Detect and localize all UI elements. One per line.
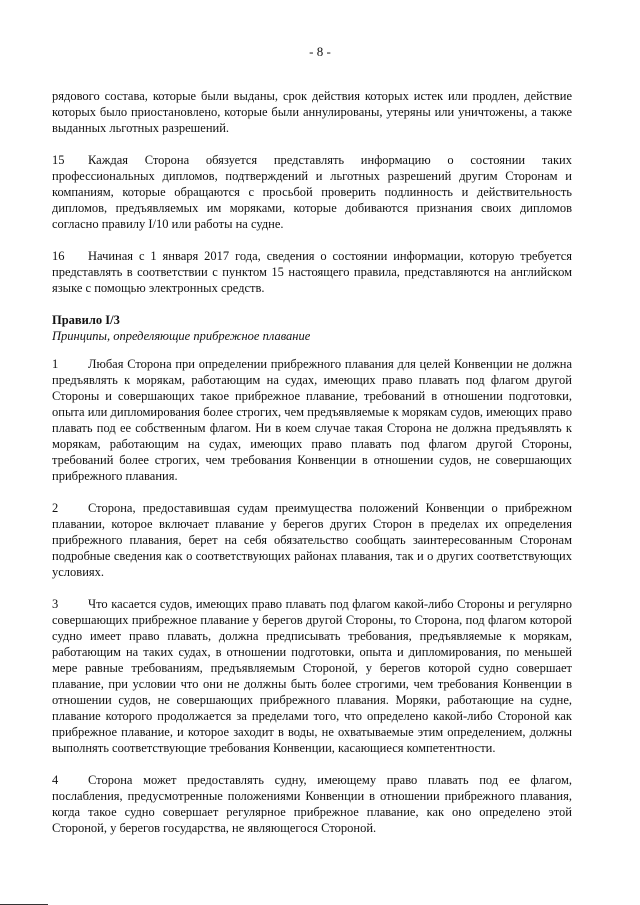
paragraph-text: Сторона, предоставившая судам преимущества положений Конвенции о прибрежном плавании, которое включает плавание у берегов других Сторон в пределах их определения прибрежного плавания, берет на себя обязательство сообщать заинтересованным Сторонам подробные сведения как о соответствующих районах плавания, так и о других соответствующих условиях. (52, 501, 572, 579)
section-paragraph-3 (52, 596, 572, 756)
section-paragraph-1 (52, 356, 572, 484)
paragraph-16 (52, 248, 572, 296)
page-number: - 8 - (309, 44, 331, 59)
paragraph-number: 2 (52, 501, 59, 515)
paragraph-number: 1 (52, 357, 59, 371)
paragraph-number: 3 (52, 597, 59, 611)
paragraph-number: 15 (52, 153, 65, 167)
paragraph-text: Любая Сторона при определении прибрежного плавания для целей Конвенции не должна предъявлять к морякам, работающим на судах, имеющих право плавать под флагом другой Стороны и совершающих такое прибрежное плавание, требований в отношении подготовки, опыта или дипломирования более строгих, чем предъявляемые к морякам судов, имеющих право плавать под ее собственным флагом. Ни в коем случае такая Сторона не должна предъявлять к морякам, работающим на судах, имеющих право плавать под флагом другой Стороны, требований более строгих, чем требования Конвенции в отношении судов, не совершающих прибрежного плавания. (52, 357, 572, 483)
paragraph-number: 16 (52, 249, 65, 263)
document-body (52, 88, 572, 852)
paragraph-text: Каждая Сторона обязуется представлять информацию о состоянии таких профессиональных дипломов, подтверждений и льготных разрешений другим Сторонам и компаниям, которые обращаются с просьбой проверить подлинность и действительность дипломов, предъявляемых им моряками, которые добиваются признания своих дипломов согласно правилу I/10 или работы на судне. (52, 153, 572, 231)
paragraph-text: Начиная с 1 января 2017 года, сведения о состоянии информации, которую требуется представлять в соответствии с пунктом 15 настоящего правила, представляются на английском языке с помощью электронных средств. (52, 249, 572, 295)
paragraph-15 (52, 152, 572, 232)
paragraph-continued (52, 88, 572, 136)
section-heading: Правило I/3 (52, 313, 120, 327)
section-subtitle: Принципы, определяющие прибрежное плавание (52, 329, 311, 343)
section-paragraph-2 (52, 500, 572, 580)
section-paragraph-4 (52, 772, 572, 836)
paragraph-text: Что касается судов, имеющих право плавать под флагом какой-либо Стороны и регулярно совершающих прибрежное плавание у берегов другой Стороны, то Сторона, под флагом которой судно имеет право плавать, должна предписывать требования, предъявляемые к морякам, работающим на таких судах, в отношении подготовки, опыта и дипломирования, по меньшей мере равные требованиям, предъявляемым Стороной, у берегов которой судно совершает плавание, при условии что они не должны быть более строгими, чем требования Конвенции в отношении судов, не совершающих прибрежного плавания. Моряки, работающие на судне, плавание которого продолжается за пределами того, что определено какой-либо Стороной как прибрежное плавание, и которое заходит в воды, не охватываемые этим определением, должны выполнять соответствующие требования Конвенции, касающиеся компетентности. (52, 597, 572, 755)
paragraph-number: 4 (52, 773, 59, 787)
paragraph-text: Сторона может предоставлять судну, имеющему право плавать под ее флагом, послабления, предусмотренные положениями Конвенции в отношении прибрежного плавания, когда такое судно совершает регулярное прибрежное плавание, как оно определено этой Стороной, у берегов государства, не являющегося Стороной. (52, 773, 572, 835)
paragraph-text: рядового состава, которые были выданы, срок действия которых истек или продлен, действие которых было приостановлено, которые были аннулированы, утеряны или уничтожены, а также выданных льготных разрешений. (52, 89, 572, 135)
